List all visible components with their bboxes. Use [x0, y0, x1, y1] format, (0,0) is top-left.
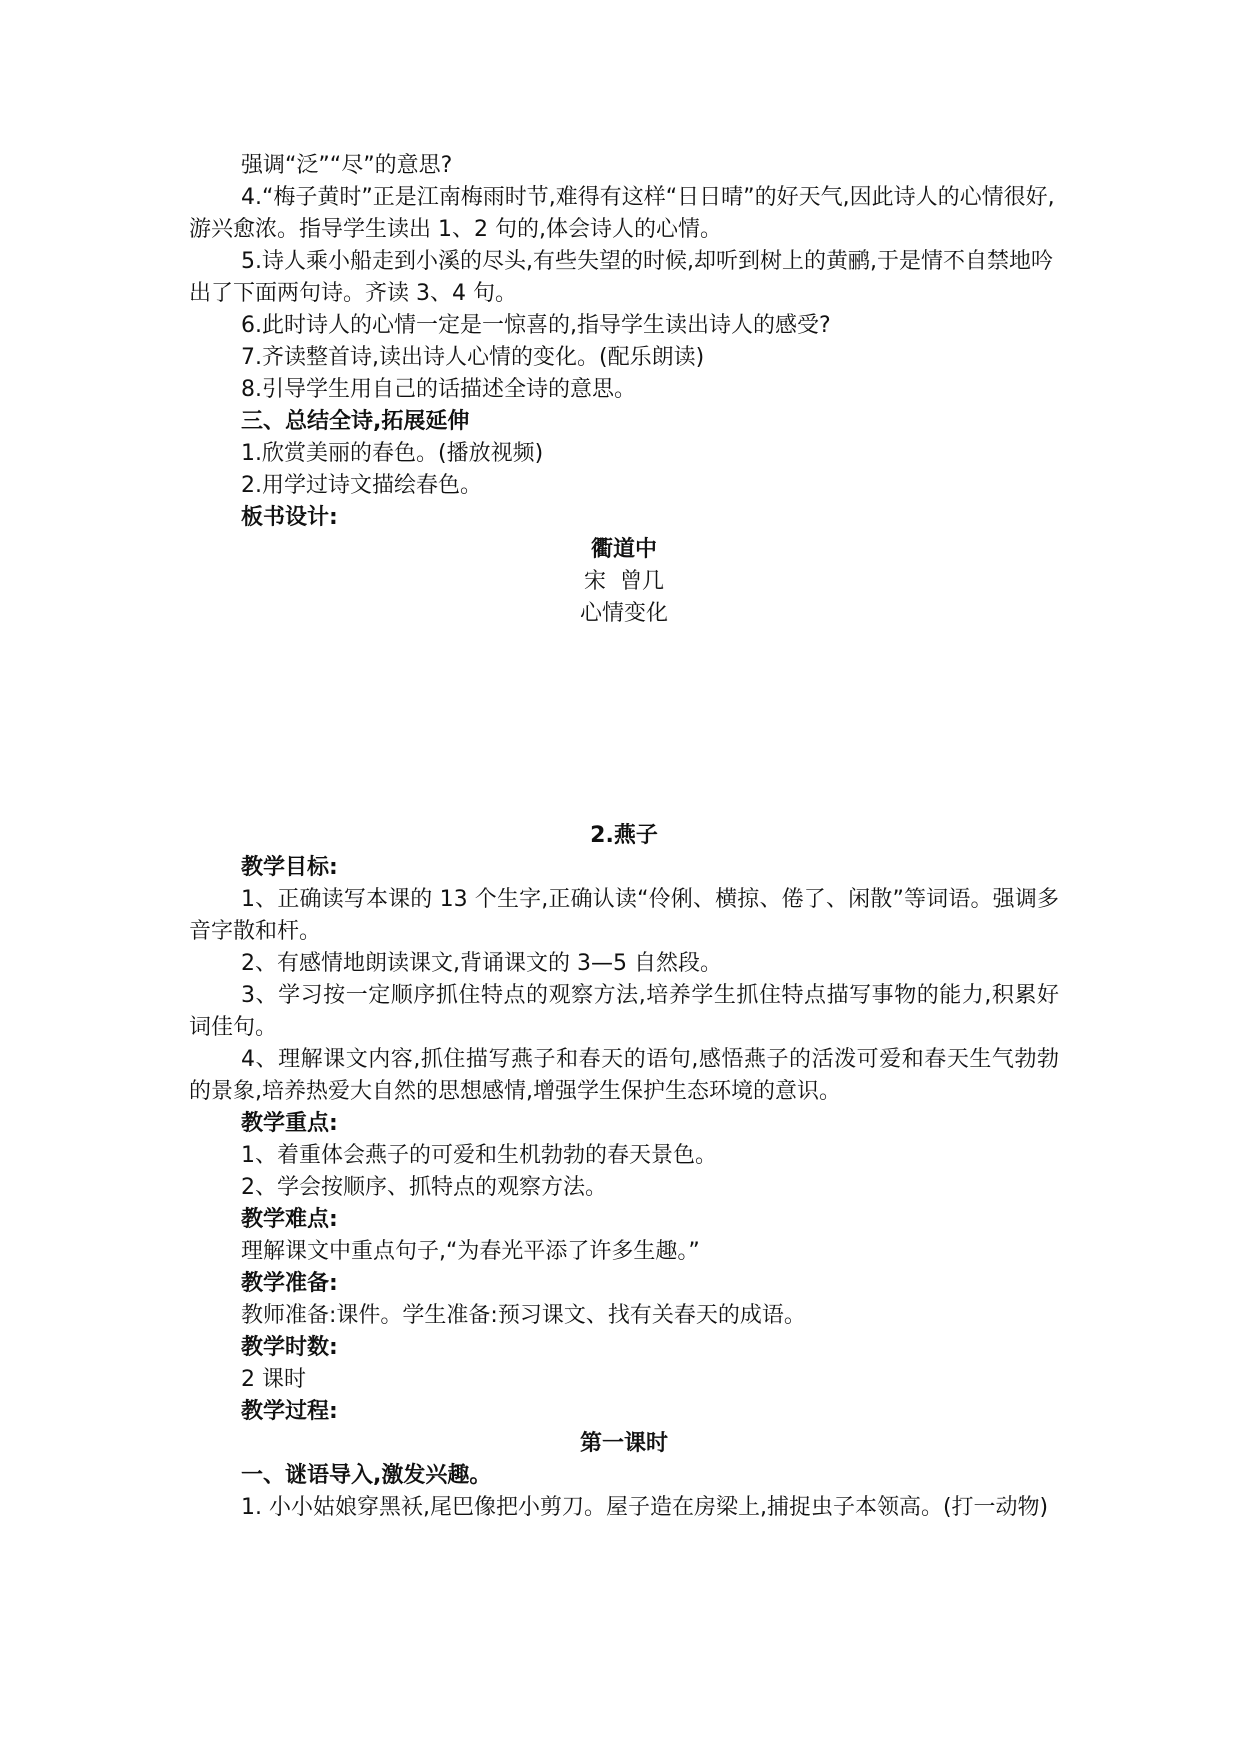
key-points-heading: 教学重点: — [241, 1111, 338, 1136]
hours-heading: 教学时数: — [241, 1335, 338, 1360]
paragraph-step-5: 5.诗人乘小船走到小溪的尽头,有些失望的时候,却听到树上的黄鹂,于是情不自禁地吟出了下面两句诗。齐读 3、4 句。 — [189, 249, 1053, 306]
section-three-item-2: 2.用学过诗文描绘春色。 — [241, 473, 482, 498]
paragraph-step-6: 6.此时诗人的心情一定是一惊喜的,指导学生读出诗人的感受? — [241, 313, 831, 338]
key-point-2: 2、学会按顺序、抓特点的观察方法。 — [241, 1175, 607, 1200]
section-three-item-1: 1.欣赏美丽的春色。(播放视频) — [241, 441, 544, 466]
document-body — [189, 150, 1059, 1524]
goal-4: 4、理解课文内容,抓住描写燕子和春天的语句,感悟燕子的活泼可爱和春天生气勃勃的景象,培养热爱大自然的思想感情,增强学生保护生态环境的意识。 — [189, 1047, 1059, 1104]
paragraph-step-4: 4.“梅子黄时”正是江南梅雨时节,难得有这样“日日晴”的好天气,因此诗人的心情很好,游兴愈浓。指导学生读出 1、2 句的,体会诗人的心情。 — [189, 185, 1055, 242]
key-point-1: 1、着重体会燕子的可爱和生机勃勃的春天景色。 — [241, 1143, 717, 1168]
riddle-text: 1. 小小姑娘穿黑袄,尾巴像把小剪刀。屋子造在房梁上,捕捉虫子本领高。(打一动物) — [241, 1495, 1049, 1520]
paragraph-step-8: 8.引导学生用自己的话描述全诗的意思。 — [241, 377, 636, 402]
goal-2: 2、有感情地朗读课文,背诵课文的 3—5 自然段。 — [241, 951, 722, 976]
paragraph-step-7: 7.齐读整首诗,读出诗人心情的变化。(配乐朗读) — [241, 345, 705, 370]
board-design-heading: 板书设计: — [241, 505, 338, 530]
period-title: 第一课时 — [579, 1431, 668, 1456]
board-author: 宋 曾几 — [584, 569, 664, 594]
lesson-title: 2.燕子 — [590, 823, 658, 848]
process-heading: 教学过程: — [241, 1399, 338, 1424]
hours-text: 2 课时 — [241, 1367, 306, 1392]
difficulty-heading: 教学难点: — [241, 1207, 338, 1232]
preparation-text: 教师准备:课件。学生准备:预习课文、找有关春天的成语。 — [241, 1303, 806, 1328]
part-1-heading: 一、谜语导入,激发兴趣。 — [241, 1463, 492, 1488]
preparation-heading: 教学准备: — [241, 1271, 338, 1296]
spacer — [189, 630, 1059, 820]
section-three-heading: 三、总结全诗,拓展延伸 — [241, 409, 470, 434]
goal-1: 1、正确读写本课的 13 个生字,正确认读“伶俐、横掠、倦了、闲散”等词语。强调多音字散和杆。 — [189, 887, 1059, 944]
goals-heading: 教学目标: — [241, 855, 338, 880]
paragraph-emphasis: 强调“泛”“尽”的意思? — [241, 153, 453, 178]
goal-3: 3、学习按一定顺序抓住特点的观察方法,培养学生抓住特点描写事物的能力,积累好词佳句。 — [189, 983, 1059, 1040]
board-note: 心情变化 — [579, 601, 668, 626]
difficulty-text: 理解课文中重点句子,“为春光平添了许多生趣。” — [241, 1239, 700, 1264]
board-poem-title: 衢道中 — [590, 537, 657, 562]
